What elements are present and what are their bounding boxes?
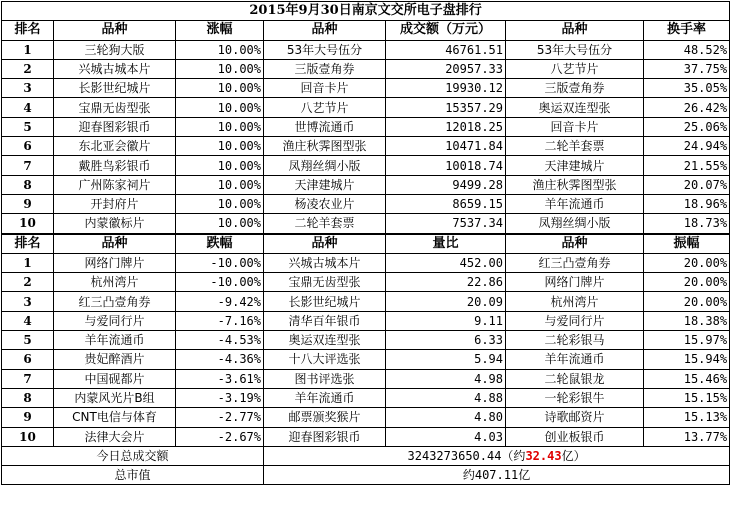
value-cell: 35.05%	[644, 79, 730, 98]
total-turnover-row	[2, 446, 730, 465]
table-row	[2, 137, 730, 156]
value-cell: 15357.29	[386, 98, 506, 117]
value-cell: 15.13%	[644, 408, 730, 427]
name-cell: 贵妃醉酒片	[54, 350, 176, 369]
header-value-1: 跌幅	[176, 234, 264, 254]
table-row	[2, 369, 730, 388]
value-cell: 10.00%	[176, 59, 264, 78]
header-value-2: 量比	[386, 234, 506, 254]
value-cell: 20.07%	[644, 175, 730, 194]
name-cell: 图书评选张	[264, 369, 386, 388]
value-cell: -10.00%	[176, 253, 264, 272]
name-cell: 开封府片	[54, 194, 176, 213]
name-cell: 天津建城片	[506, 156, 644, 175]
name-cell: 凤翔丝绸小版	[264, 156, 386, 175]
value-cell: 20.00%	[644, 292, 730, 311]
table-row	[2, 156, 730, 175]
value-cell: -3.19%	[176, 388, 264, 407]
value-cell: -10.00%	[176, 273, 264, 292]
value-cell: 20957.33	[386, 59, 506, 78]
table-row	[2, 350, 730, 369]
name-cell: 广州陈家祠片	[54, 175, 176, 194]
value-cell: -3.61%	[176, 369, 264, 388]
name-cell: 回音卡片	[506, 117, 644, 136]
rank-cell: 7	[2, 156, 54, 175]
header-name-1: 品种	[54, 21, 176, 40]
rank-cell: 2	[2, 273, 54, 292]
value-cell: 46761.51	[386, 40, 506, 59]
value-cell: 10.00%	[176, 117, 264, 136]
header-name-2: 品种	[264, 21, 386, 40]
header-value-3: 换手率	[644, 21, 730, 40]
table-row	[2, 59, 730, 78]
total-turnover-unit: 亿）	[561, 448, 586, 463]
value-cell: 10.00%	[176, 156, 264, 175]
rank-cell: 10	[2, 427, 54, 446]
name-cell: 二轮羊套票	[506, 137, 644, 156]
total-turnover-highlight: 32.43	[525, 448, 562, 463]
table-row	[2, 273, 730, 292]
value-cell: 10.00%	[176, 40, 264, 59]
value-cell: 18.96%	[644, 194, 730, 213]
table-row	[2, 79, 730, 98]
name-cell: 清华百年银币	[264, 311, 386, 330]
name-cell: 一轮彩银牛	[506, 388, 644, 407]
value-cell: 4.98	[386, 369, 506, 388]
name-cell: 渔庄秋霁图型张	[506, 175, 644, 194]
rank-cell: 4	[2, 311, 54, 330]
name-cell: 二轮羊套票	[264, 214, 386, 234]
value-cell: 20.00%	[644, 273, 730, 292]
value-cell: 452.00	[386, 253, 506, 272]
table-row	[2, 408, 730, 427]
market-value-row	[2, 466, 730, 485]
name-cell: 内蒙风光片B组	[54, 388, 176, 407]
rank-cell: 10	[2, 214, 54, 234]
rank-cell: 3	[2, 79, 54, 98]
rank-cell: 5	[2, 117, 54, 136]
rank-cell: 1	[2, 40, 54, 59]
market-value-value: 约407.11亿	[264, 466, 730, 485]
header-name-3: 品种	[506, 234, 644, 254]
header-value-1: 涨幅	[176, 21, 264, 40]
name-cell: 三版壹角券	[506, 79, 644, 98]
name-cell: 八艺节片	[506, 59, 644, 78]
value-cell: 4.03	[386, 427, 506, 446]
name-cell: 红三凸壹角券	[506, 253, 644, 272]
table-row	[2, 175, 730, 194]
value-cell: 6.33	[386, 331, 506, 350]
name-cell: 天津建城片	[264, 175, 386, 194]
name-cell: 渔庄秋霁图型张	[264, 137, 386, 156]
rank-cell: 9	[2, 408, 54, 427]
name-cell: 兴城古城本片	[264, 253, 386, 272]
value-cell: -7.16%	[176, 311, 264, 330]
value-cell: 10.00%	[176, 79, 264, 98]
value-cell: 10.00%	[176, 194, 264, 213]
value-cell: 10018.74	[386, 156, 506, 175]
value-cell: 10.00%	[176, 98, 264, 117]
name-cell: 杭州湾片	[506, 292, 644, 311]
value-cell: 26.42%	[644, 98, 730, 117]
value-cell: 10471.84	[386, 137, 506, 156]
rank-cell: 7	[2, 369, 54, 388]
value-cell: 7537.34	[386, 214, 506, 234]
table-row	[2, 292, 730, 311]
name-cell: 长影世纪城片	[54, 79, 176, 98]
rank-cell: 8	[2, 175, 54, 194]
name-cell: 奥运双连型张	[506, 98, 644, 117]
name-cell: 迎春图彩银币	[264, 427, 386, 446]
name-cell: 53年大号伍分	[264, 40, 386, 59]
name-cell: 三版壹角券	[264, 59, 386, 78]
value-cell: 21.55%	[644, 156, 730, 175]
name-cell: 兴城古城本片	[54, 59, 176, 78]
value-cell: 8659.15	[386, 194, 506, 213]
ranking-table	[1, 1, 730, 485]
value-cell: 15.97%	[644, 331, 730, 350]
name-cell: 世博流通币	[264, 117, 386, 136]
name-cell: 十八大评选张	[264, 350, 386, 369]
name-cell: 羊年流通币	[506, 194, 644, 213]
value-cell: -9.42%	[176, 292, 264, 311]
value-cell: 4.88	[386, 388, 506, 407]
name-cell: 八艺节片	[264, 98, 386, 117]
name-cell: 奥运双连型张	[264, 331, 386, 350]
rank-cell: 8	[2, 388, 54, 407]
total-turnover-label: 今日总成交额	[2, 446, 264, 465]
table-row	[2, 194, 730, 213]
value-cell: 18.73%	[644, 214, 730, 234]
name-cell: 内蒙徽标片	[54, 214, 176, 234]
table-title: 2015年9月30日南京文交所电子盘排行	[2, 2, 730, 21]
name-cell: 二轮鼠银龙	[506, 369, 644, 388]
value-cell: 12018.25	[386, 117, 506, 136]
value-cell: -4.53%	[176, 331, 264, 350]
header-value-2: 成交额（万元）	[386, 21, 506, 40]
name-cell: 三轮狗大版	[54, 40, 176, 59]
header-name-1: 品种	[54, 234, 176, 254]
header-value-3: 振幅	[644, 234, 730, 254]
header-name-3: 品种	[506, 21, 644, 40]
table-row	[2, 331, 730, 350]
name-cell: 杨凌农业片	[264, 194, 386, 213]
total-turnover-amount: 3243273650.44（约	[407, 448, 526, 463]
rank-cell: 3	[2, 292, 54, 311]
table-row	[2, 311, 730, 330]
name-cell: 红三凸壹角券	[54, 292, 176, 311]
name-cell: 宝鼎无齿型张	[54, 98, 176, 117]
value-cell: 9499.28	[386, 175, 506, 194]
name-cell: 羊年流通币	[54, 331, 176, 350]
rank-cell: 5	[2, 331, 54, 350]
name-cell: 杭州湾片	[54, 273, 176, 292]
value-cell: 5.94	[386, 350, 506, 369]
name-cell: 宝鼎无齿型张	[264, 273, 386, 292]
value-cell: 15.15%	[644, 388, 730, 407]
value-cell: 13.77%	[644, 427, 730, 446]
name-cell: 与爱同行片	[506, 311, 644, 330]
name-cell: 网络门牌片	[506, 273, 644, 292]
value-cell: 10.00%	[176, 175, 264, 194]
value-cell: 18.38%	[644, 311, 730, 330]
value-cell: -2.67%	[176, 427, 264, 446]
name-cell: 诗歌邮资片	[506, 408, 644, 427]
name-cell: 网络门牌片	[54, 253, 176, 272]
value-cell: 10.00%	[176, 137, 264, 156]
name-cell: 迎春图彩银币	[54, 117, 176, 136]
name-cell: 二轮彩银马	[506, 331, 644, 350]
table-row	[2, 427, 730, 446]
rank-cell: 2	[2, 59, 54, 78]
rank-cell: 4	[2, 98, 54, 117]
value-cell: 25.06%	[644, 117, 730, 136]
table-row	[2, 388, 730, 407]
name-cell: 与爱同行片	[54, 311, 176, 330]
name-cell: 东北亚会徽片	[54, 137, 176, 156]
value-cell: 15.94%	[644, 350, 730, 369]
name-cell: CNT电信与体育	[54, 408, 176, 427]
header-rank: 排名	[2, 234, 54, 254]
name-cell: 长影世纪城片	[264, 292, 386, 311]
name-cell: 法律大会片	[54, 427, 176, 446]
table-row	[2, 98, 730, 117]
table-row	[2, 253, 730, 272]
value-cell: 10.00%	[176, 214, 264, 234]
name-cell: 中国砚都片	[54, 369, 176, 388]
rank-cell: 9	[2, 194, 54, 213]
name-cell: 羊年流通币	[264, 388, 386, 407]
name-cell: 凤翔丝绸小版	[506, 214, 644, 234]
table-row	[2, 214, 730, 234]
value-cell: 9.11	[386, 311, 506, 330]
market-value-label: 总市值	[2, 466, 264, 485]
name-cell: 邮票颁奖猴片	[264, 408, 386, 427]
name-cell: 创业板银币	[506, 427, 644, 446]
value-cell: 24.94%	[644, 137, 730, 156]
value-cell: 20.09	[386, 292, 506, 311]
value-cell: 19930.12	[386, 79, 506, 98]
name-cell: 53年大号伍分	[506, 40, 644, 59]
value-cell: 4.80	[386, 408, 506, 427]
value-cell: -4.36%	[176, 350, 264, 369]
table-row	[2, 40, 730, 59]
header-row-bottom	[2, 234, 730, 254]
value-cell: 37.75%	[644, 59, 730, 78]
value-cell: 20.00%	[644, 253, 730, 272]
total-turnover-value	[264, 446, 730, 465]
rank-cell: 6	[2, 137, 54, 156]
value-cell: -2.77%	[176, 408, 264, 427]
name-cell: 戴胜鸟彩银币	[54, 156, 176, 175]
rank-cell: 1	[2, 253, 54, 272]
header-row-top	[2, 21, 730, 40]
title-row	[2, 2, 730, 21]
name-cell: 羊年流通币	[506, 350, 644, 369]
value-cell: 22.86	[386, 273, 506, 292]
header-name-2: 品种	[264, 234, 386, 254]
value-cell: 15.46%	[644, 369, 730, 388]
table-row	[2, 117, 730, 136]
rank-cell: 6	[2, 350, 54, 369]
name-cell: 回音卡片	[264, 79, 386, 98]
header-rank: 排名	[2, 21, 54, 40]
value-cell: 48.52%	[644, 40, 730, 59]
